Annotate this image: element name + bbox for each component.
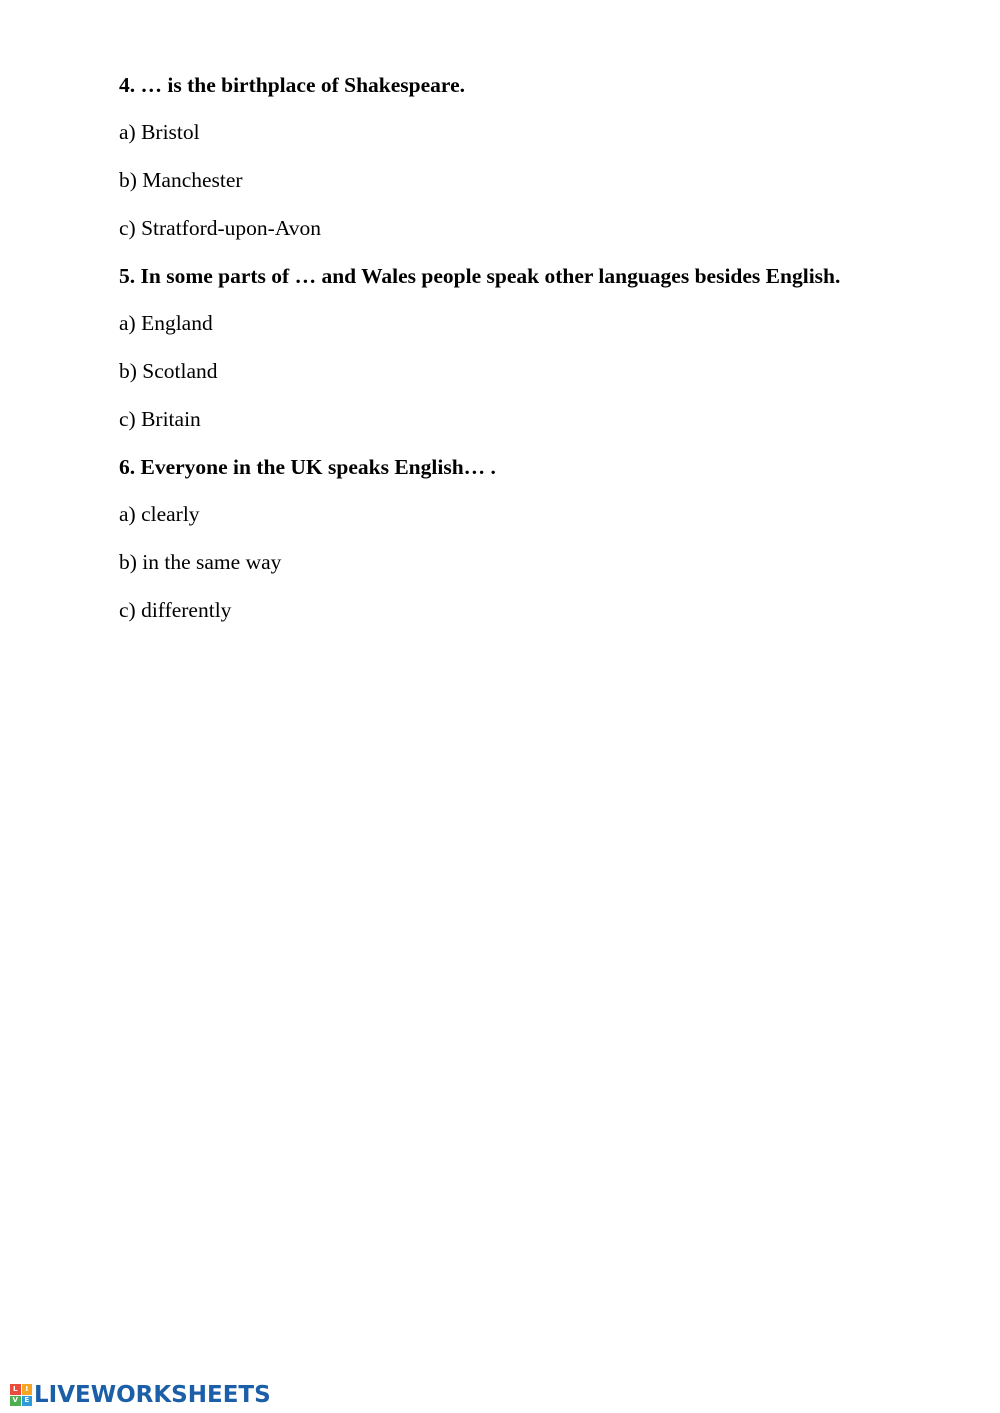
liveworksheets-logo-icon [10, 1384, 32, 1406]
question-5 [119, 261, 979, 434]
liveworksheets-logo [10, 1381, 271, 1409]
option-c[interactable]: c) Stratford-upon-Avon [119, 216, 322, 240]
option-b[interactable]: b) Scotland [119, 359, 218, 383]
question-6 [119, 452, 979, 625]
question-prompt: 4. … is the birthplace of Shakespeare. [119, 73, 465, 97]
option-c[interactable]: c) differently [119, 598, 232, 622]
option-a[interactable]: a) clearly [119, 502, 200, 526]
option-b[interactable]: b) in the same way [119, 550, 282, 574]
question-prompt: 6. Everyone in the UK speaks English… . [119, 455, 496, 479]
logo-text: LIVEWORKSHEETS [34, 1382, 271, 1408]
question-prompt: 5. In some parts of … and Wales people speak other languages besides English. [119, 264, 841, 288]
question-4 [119, 70, 979, 243]
logo-mark-cell: V [10, 1396, 21, 1407]
option-a[interactable]: a) England [119, 311, 213, 335]
worksheet [119, 70, 979, 643]
logo-mark-cell: E [22, 1396, 33, 1407]
option-a[interactable]: a) Bristol [119, 120, 200, 144]
logo-mark-cell: I [22, 1384, 33, 1395]
option-c[interactable]: c) Britain [119, 407, 201, 431]
logo-mark-cell: L [10, 1384, 21, 1395]
option-b[interactable]: b) Manchester [119, 168, 243, 192]
